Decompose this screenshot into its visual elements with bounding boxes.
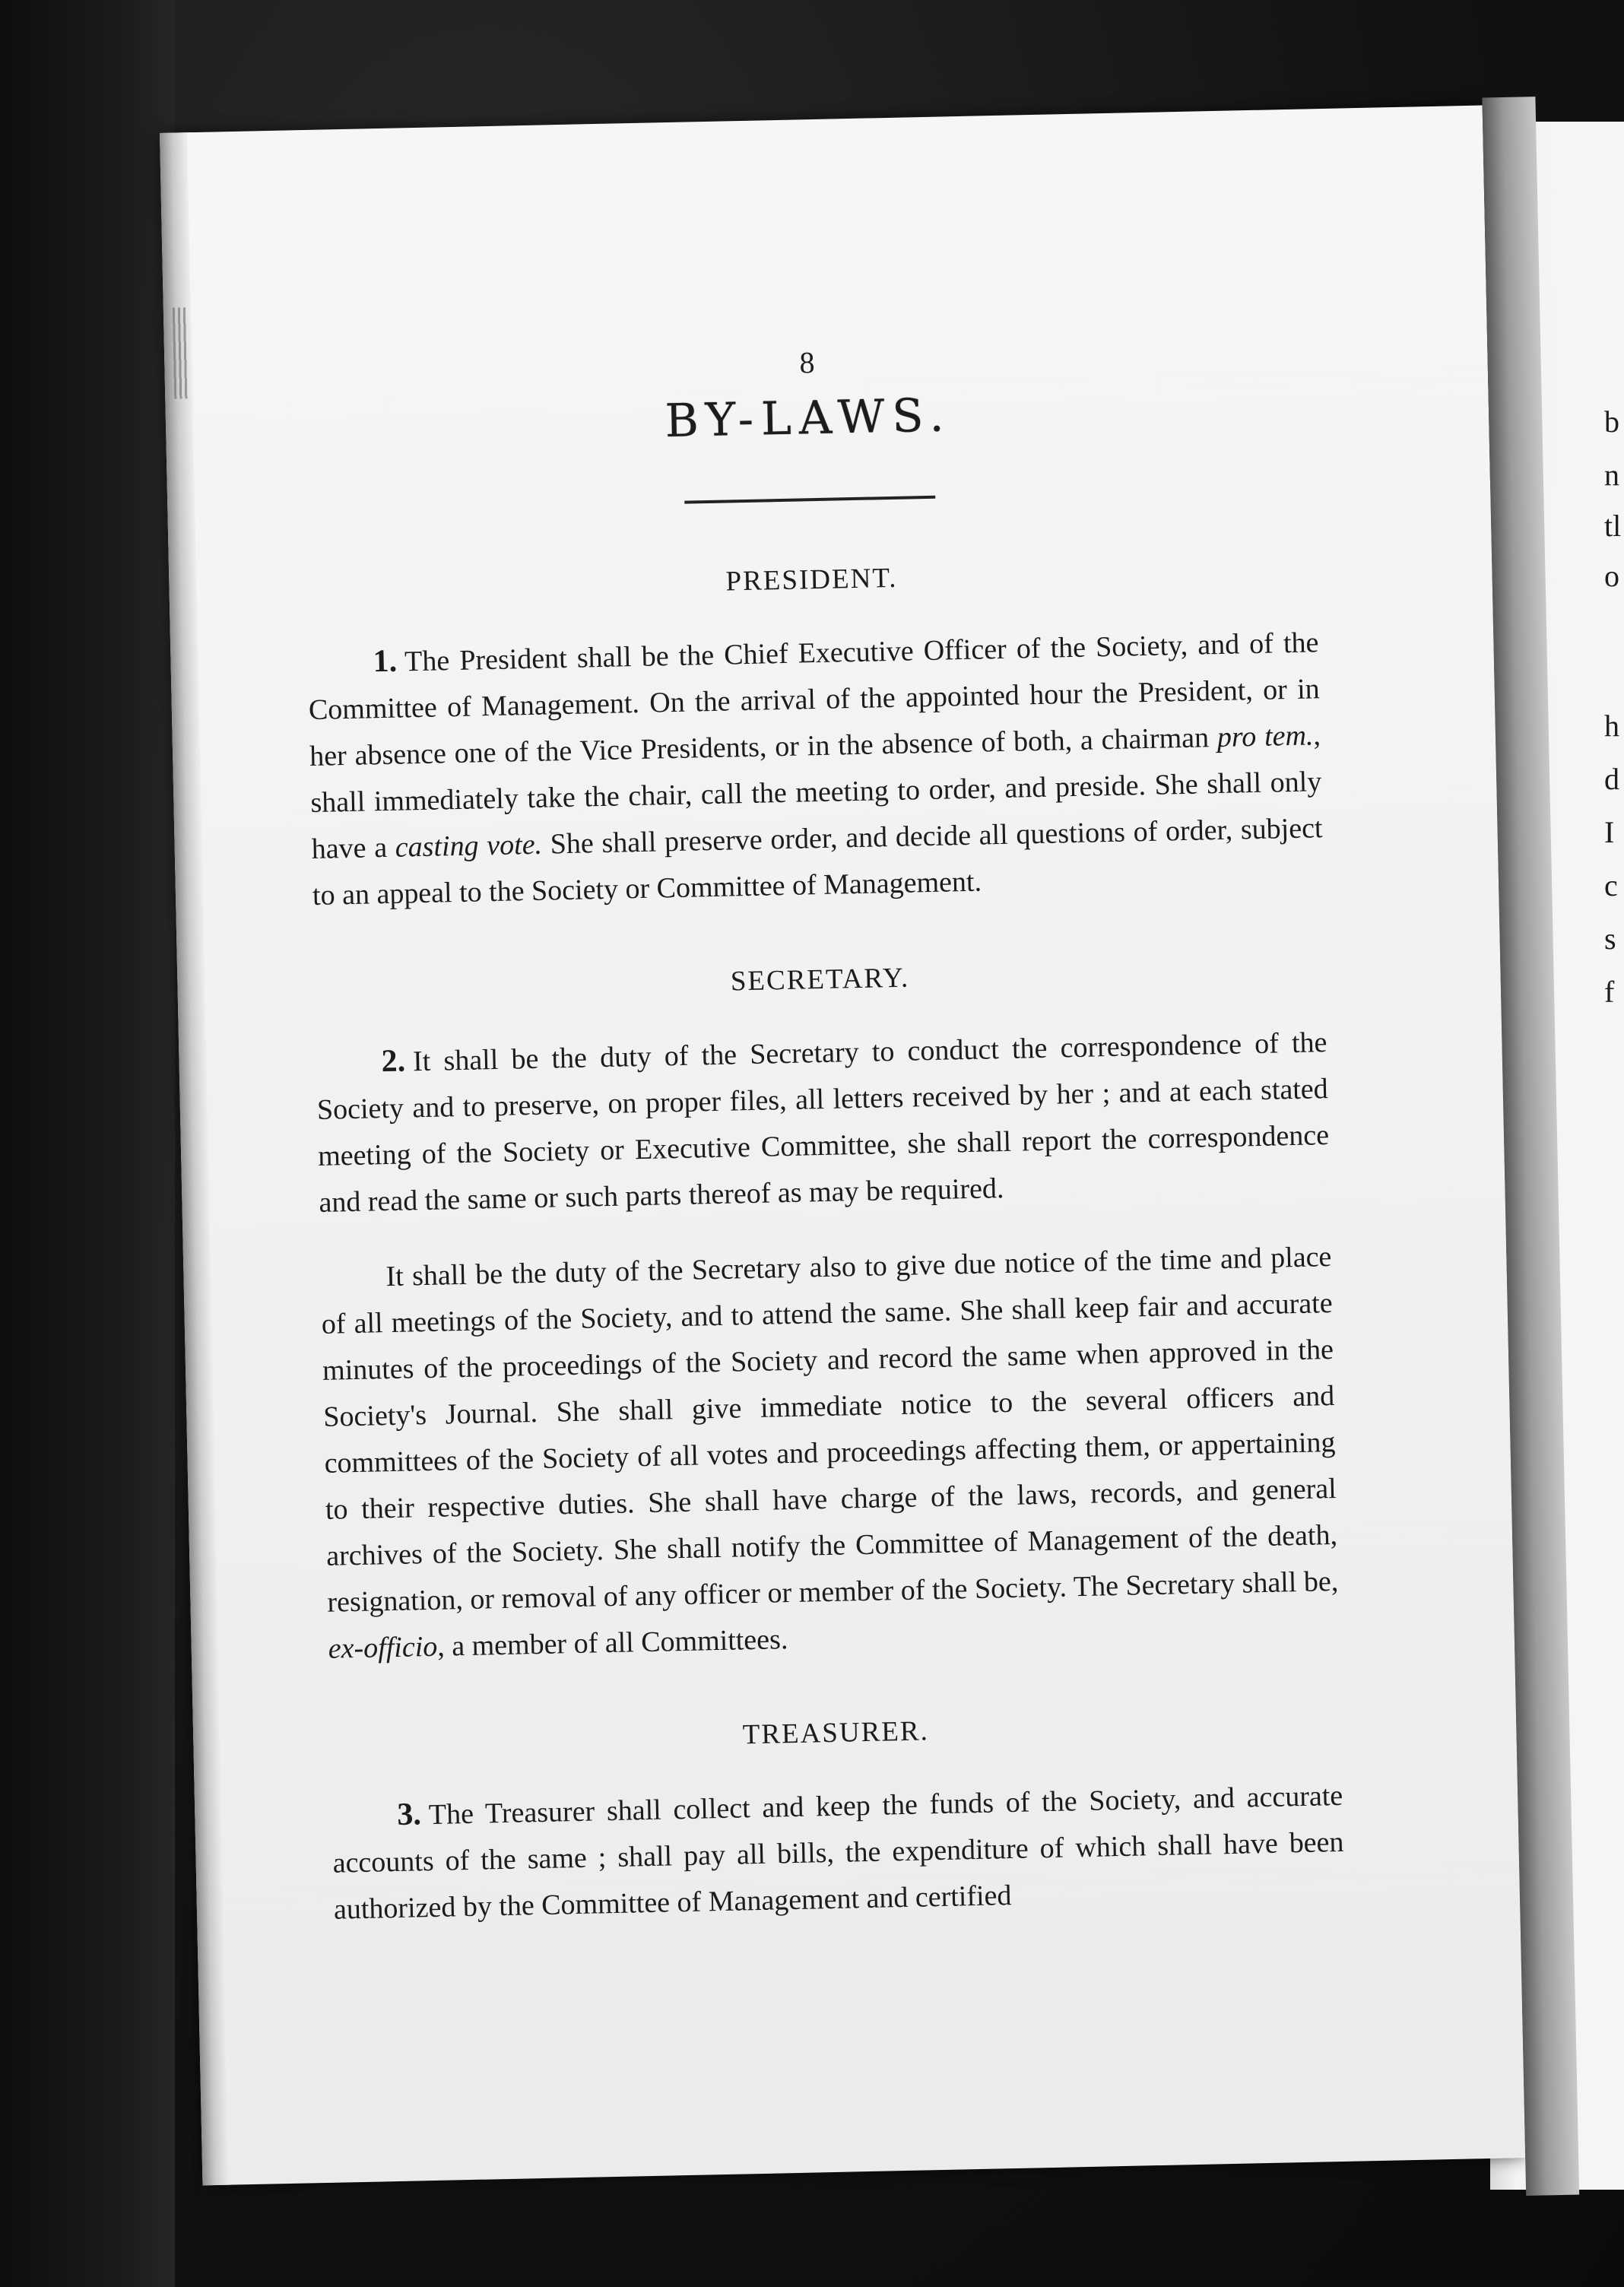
facing-page-fragment: d [1604, 762, 1619, 796]
facing-page-fragment: tl [1604, 509, 1622, 543]
document-page [160, 106, 1525, 2186]
bylaw-number: 2. [381, 1043, 406, 1080]
bylaw-number: 1. [373, 643, 398, 680]
facing-page-fragment: n [1604, 458, 1619, 492]
binding-marks [173, 307, 189, 398]
page-title: BY-LAWS. [664, 389, 953, 449]
paragraph-text: It shall be the duty of the Secretary also to give due notice of the time and place of all meetings of the Society, and to attend the same. She shall keep fair and accurate minutes of the proceedings of the Society and record the same when approved in the Society's Journal. She shall give immediate notice to the several officers and committees of the Society of all votes and proceedings affecting them, or appertaining to their respective duties. She shall have charge of the laws, records, and general archives of the Society. She shall notify the Committee of Management of the death, resignation, or removal of any officer or member of the Society. The Secretary shall be, [321, 1241, 1339, 1619]
section-heading-secretary: SECRETARY. [730, 962, 910, 998]
bylaw-3-paragraph [331, 1772, 1346, 1933]
italic-term: ex-officio [328, 1630, 438, 1665]
facing-page-fragment: c [1604, 868, 1618, 902]
facing-page-fragment: b [1604, 404, 1619, 439]
facing-page-fragment: o [1604, 559, 1619, 593]
facing-page-fragment: f [1604, 975, 1615, 1009]
page-content [301, 337, 1346, 1962]
section-heading-president: PRESIDENT. [725, 562, 898, 598]
paragraph-text: , a member of all Committees. [436, 1623, 788, 1663]
bylaw-1-paragraph [307, 619, 1324, 919]
italic-term: casting vote. [395, 828, 543, 864]
paragraph-text: It shall be the duty of the Secretary to conduct the correspondence of the Society and to preserve, on proper files, all letters received by her ; and at each stated meeting of the Society or Executive Committee, she shall report the correspondence and read the same or such parts thereof as may be required. [316, 1026, 1330, 1219]
bylaw-number: 3. [396, 1797, 422, 1832]
page-number: 8 [799, 345, 815, 380]
scan-left-margin [0, 0, 175, 2287]
bylaw-2-continuation-paragraph [320, 1234, 1340, 1673]
title-rule [684, 496, 935, 504]
paragraph-text: The Treasurer shall collect and keep the funds of the Society, and accurate accounts of the same ; shall pay all bills, the expenditure of which shall have been authorized by the Committee of Management and certified [332, 1779, 1344, 1926]
italic-term: pro tem. [1216, 719, 1314, 754]
facing-page-fragment: I [1604, 815, 1615, 849]
facing-page-fragment: h [1604, 709, 1619, 743]
facing-page-fragment: s [1604, 921, 1616, 956]
paragraph-text: The President shall be the Chief Executive Officer of the Society, and of the Committee of Management. On the arrival of the appointed hour the President, or in her absence one of the Vice Presidents, or in the absence of both, a chairman [308, 626, 1321, 773]
bylaw-2-paragraph [316, 1019, 1331, 1226]
paragraph-text: , shall immediately take the chair, call the meeting to order, and preside. She shall only have a [310, 719, 1322, 866]
section-heading-treasurer: TREASURER. [742, 1715, 930, 1751]
paragraph-text: She shall preserve order, and decide all questions of order, subject to an appeal to the Society or Committee of Management. [312, 812, 1323, 912]
